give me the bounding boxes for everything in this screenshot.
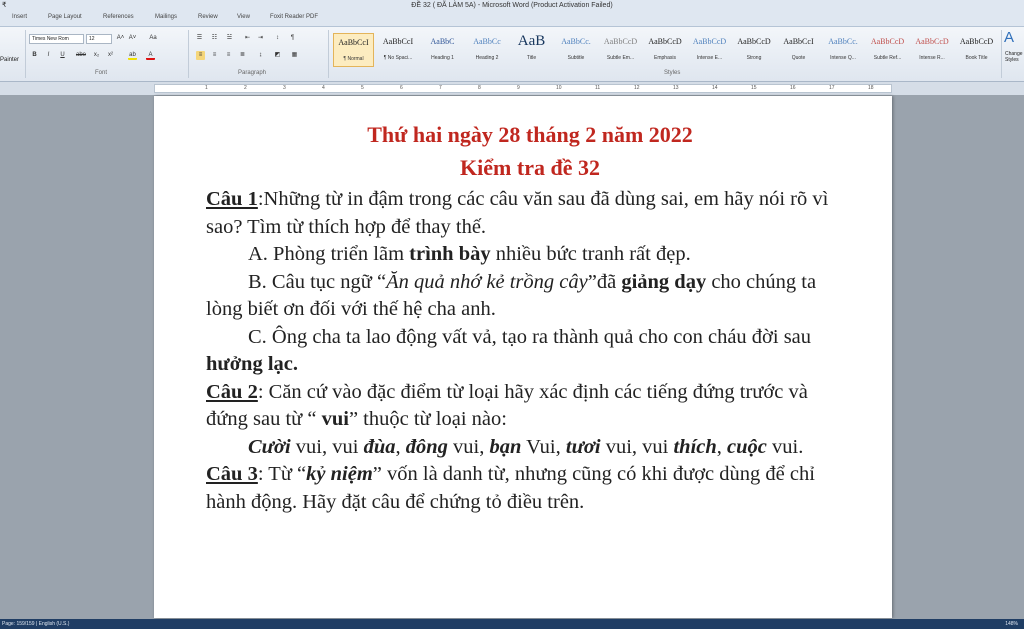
tab-page-layout[interactable]: Page Layout: [48, 14, 82, 20]
ruler-tick-label: 10: [556, 85, 562, 91]
style-preview: AaBbCcD: [603, 37, 638, 46]
style-item[interactable]: [778, 33, 819, 67]
italic-button[interactable]: I: [47, 52, 50, 58]
ruler-tick-label: 6: [400, 85, 403, 91]
font-name-select[interactable]: Times New Rom: [29, 34, 84, 44]
style-preview: AaBbCcD: [648, 37, 682, 46]
q1b-text-mid: ”đã: [587, 270, 622, 293]
q1c-text: C. Ông cha ta lao động vất vả, tạo ra thành quả cho con cháu đời sau: [248, 325, 812, 348]
window-title: ĐỀ 32 ( ĐÃ LÀM 5A) - Microsoft Word (Product Activation Failed): [411, 2, 613, 9]
style-preview: AaBbCc.: [828, 37, 858, 46]
ruler-tick-label: 12: [634, 85, 640, 91]
style-item[interactable]: [422, 33, 463, 67]
style-item[interactable]: [823, 33, 864, 67]
style-name: Intense E...: [696, 55, 723, 61]
q1a-text-end: nhiều bức tranh rất đẹp.: [490, 243, 691, 265]
style-name: Strong: [746, 55, 762, 61]
q2-word-text: vui, vui: [290, 435, 364, 458]
tab-mailings[interactable]: Mailings: [155, 14, 178, 20]
decrease-indent-icon[interactable]: ⇤: [244, 35, 251, 41]
strikethrough-button[interactable]: abe: [75, 52, 86, 58]
group-divider: [188, 30, 189, 78]
style-preview: AaBbCcI: [338, 38, 369, 47]
numbering-icon[interactable]: ☷: [211, 35, 218, 41]
q2-word-emphasized: cuộc: [727, 435, 767, 458]
ruler-tick-label: 13: [673, 85, 679, 91]
question-3-text-end: ” vốn là danh từ, nhưng cũng có khi được dùng để chỉ hành động. Hãy đặt câu để chứng tỏ điều trên.: [206, 463, 815, 513]
q1a-bold-word: trình bày: [409, 243, 491, 265]
style-preview: AaBbCcI: [382, 37, 414, 46]
subscript-button[interactable]: x₂: [93, 52, 100, 58]
style-preview: AaB: [517, 33, 546, 49]
style-name: Title: [526, 55, 537, 61]
document-title-test: Kiểm tra đề 32: [460, 155, 600, 180]
document-page: [154, 96, 892, 618]
style-preview: AaBbCcD: [915, 37, 949, 46]
align-left-icon[interactable]: ≡: [196, 51, 205, 60]
group-divider: [328, 30, 329, 78]
style-preview: AaBbCcD: [692, 37, 727, 46]
style-name: Subtle Ref...: [873, 55, 902, 61]
paragraph-group-label: Paragraph: [238, 70, 267, 76]
tab-references[interactable]: References: [103, 14, 134, 20]
q2-word-emphasized: bạn: [489, 435, 522, 458]
ruler-tick-label: 4: [322, 85, 325, 91]
ruler-tick-label: 2: [244, 85, 247, 91]
shading-icon[interactable]: ◩: [274, 52, 281, 58]
ruler-tick-label: 8: [478, 85, 481, 91]
question-1-label: Câu 1: [206, 188, 258, 210]
ruler-tick-label: 3: [283, 85, 286, 91]
style-name: Heading 2: [475, 55, 499, 61]
q2-word-text: Vui,: [521, 435, 566, 458]
question-2-text: : Căn cứ vào đặc điểm từ loại hãy xác định các tiếng đứng trước và đứng sau từ “: [206, 380, 808, 430]
style-preview: AaBbCcD: [959, 37, 994, 46]
q1b-text: B. Câu tục ngữ “: [248, 270, 387, 293]
tab-insert[interactable]: Insert: [12, 14, 28, 20]
style-name: ¶ No Spaci...: [383, 55, 413, 61]
q2-word-emphasized: tươi: [565, 435, 601, 458]
increase-indent-icon[interactable]: ⇥: [257, 35, 264, 41]
bold-button[interactable]: B: [32, 52, 37, 58]
style-item[interactable]: [378, 33, 419, 67]
document-body[interactable]: [206, 118, 854, 516]
font-color-button[interactable]: A: [146, 51, 155, 60]
question-3-text: : Từ “: [257, 463, 307, 485]
q2-word-text: vui,: [447, 435, 490, 458]
underline-button[interactable]: U: [60, 52, 65, 58]
question-3: [206, 461, 854, 516]
style-name: Book Title: [965, 55, 988, 61]
horizontal-ruler: [0, 82, 1024, 95]
line-spacing-icon[interactable]: ↨: [259, 52, 262, 58]
style-item[interactable]: [912, 33, 953, 67]
question-1-text: :Những từ in đậm trong các câu văn sau đã dùng sai, em hãy nói rõ vì sao? Tìm từ thích hợp để thay thế.: [206, 188, 829, 238]
q3-keyword: kỷ niệm: [306, 463, 373, 485]
font-size-select[interactable]: 12: [86, 34, 112, 44]
question-2-words: [206, 434, 854, 462]
q1b-proverb: Ăn quả nhớ kẻ trồng cây: [386, 270, 588, 293]
q2-word-emphasized: đông: [405, 435, 448, 458]
style-preview: AaBbCc.: [561, 37, 591, 46]
ruler-tick-label: 9: [517, 85, 520, 91]
justify-icon[interactable]: ≣: [239, 52, 246, 58]
styles-group-label: Styles: [664, 70, 681, 76]
style-name: ¶ Normal: [343, 56, 364, 62]
style-name: Subtitle: [567, 55, 585, 61]
q2-word-text: vui, vui: [600, 435, 674, 458]
ruler-tick-label: 11: [595, 85, 601, 91]
style-item[interactable]: [600, 33, 641, 67]
page-count-language[interactable]: Page: 159/159 | English (U.S.): [2, 621, 70, 627]
q1a-text: A. Phòng triển lãm: [248, 243, 410, 265]
style-item[interactable]: [867, 33, 908, 67]
style-name: Quote: [791, 55, 806, 61]
change-styles-label[interactable]: Change Styles: [1005, 51, 1023, 63]
change-case-button[interactable]: Aa: [149, 35, 157, 41]
ruler-tick-label: 17: [829, 85, 835, 91]
zoom-level[interactable]: 148%: [1005, 621, 1018, 627]
q2-word-text: ,: [716, 435, 728, 458]
style-name: Emphasis: [654, 55, 676, 61]
highlight-color-button[interactable]: ab: [129, 52, 136, 58]
group-divider: [1001, 30, 1002, 78]
ruler-tick-label: 14: [712, 85, 718, 91]
style-item[interactable]: [333, 33, 374, 67]
change-styles-icon[interactable]: A: [1004, 29, 1015, 46]
q2-word-text: ,: [395, 435, 406, 458]
style-name: Heading 1: [431, 55, 454, 61]
multilevel-list-icon[interactable]: ☱: [226, 35, 233, 41]
q1b-bold-word: giảng dạy: [621, 270, 707, 293]
ribbon: [0, 27, 1024, 82]
tab-review[interactable]: Review: [198, 14, 218, 20]
style-item[interactable]: [689, 33, 730, 67]
style-preview: AaBbCc: [473, 37, 501, 46]
question-1-c: [206, 324, 854, 379]
ribbon-tabs: [0, 11, 1024, 27]
style-item[interactable]: [734, 33, 775, 67]
ruler-tick-label: 5: [361, 85, 364, 91]
style-item[interactable]: [645, 33, 686, 67]
superscript-button[interactable]: x²: [108, 52, 113, 58]
group-divider: [25, 30, 26, 78]
document-title-date: Thứ hai ngày 28 tháng 2 năm 2022: [367, 122, 693, 147]
sort-icon[interactable]: ↕: [276, 35, 279, 41]
q2-word-emphasized: Cười: [248, 435, 291, 458]
q1c-bold-word: hưởng lạc.: [206, 353, 298, 375]
style-item[interactable]: [511, 33, 552, 67]
q2-bold-word: vui: [321, 408, 349, 430]
style-name: Subtle Em...: [606, 55, 635, 61]
ruler-tick-label: 18: [868, 85, 874, 91]
question-2-text-end: ” thuộc từ loại nào:: [348, 408, 507, 430]
style-item[interactable]: [556, 33, 597, 67]
font-group-label: Font: [95, 70, 108, 76]
align-center-icon[interactable]: ≡: [212, 52, 217, 58]
bullets-icon[interactable]: ☰: [196, 35, 203, 41]
q2-word-emphasized: thích: [673, 435, 717, 458]
shrink-font-button[interactable]: A˅: [128, 35, 137, 41]
style-preview: AaBbC: [430, 37, 455, 46]
title-bar: [0, 0, 1024, 11]
tab-view[interactable]: View: [237, 14, 250, 20]
question-1-b: [206, 269, 854, 324]
tab-foxit-reader-pdf[interactable]: Foxit Reader PDF: [270, 14, 319, 20]
style-item[interactable]: [956, 33, 997, 67]
quick-access-mark: ₹: [2, 2, 7, 9]
q2-word-text: vui.: [766, 435, 804, 458]
ruler-tick-label: 1: [205, 85, 208, 91]
style-preview: AaBbCcD: [870, 37, 905, 46]
align-right-icon[interactable]: ≡: [226, 52, 231, 58]
ruler-tick-label: 15: [751, 85, 757, 91]
borders-icon[interactable]: ▦: [291, 52, 298, 58]
style-name: Intense R...: [919, 55, 945, 61]
grow-font-button[interactable]: A˄: [116, 35, 125, 41]
question-1-a: [206, 241, 854, 269]
status-bar: [0, 619, 1024, 629]
style-preview: AaBbCcI: [783, 37, 814, 46]
question-3-label: Câu 3: [206, 463, 258, 485]
q2-word-emphasized: đùa: [363, 435, 396, 458]
question-2-label: Câu 2: [206, 380, 258, 403]
q1b-text-end: cho chúng ta lòng biết ơn đối với thế hệ cha anh.: [206, 270, 817, 320]
style-item[interactable]: [467, 33, 508, 67]
style-name: Intense Q...: [830, 55, 856, 61]
ruler-tick-label: 16: [790, 85, 796, 91]
ruler-bar[interactable]: [154, 84, 892, 93]
question-2: [206, 379, 854, 434]
style-preview: AaBbCcD: [737, 37, 771, 46]
format-painter-button[interactable]: Painter: [0, 57, 20, 63]
show-marks-icon[interactable]: ¶: [290, 35, 295, 41]
question-1: [206, 186, 854, 241]
ruler-tick-label: 7: [439, 85, 442, 91]
